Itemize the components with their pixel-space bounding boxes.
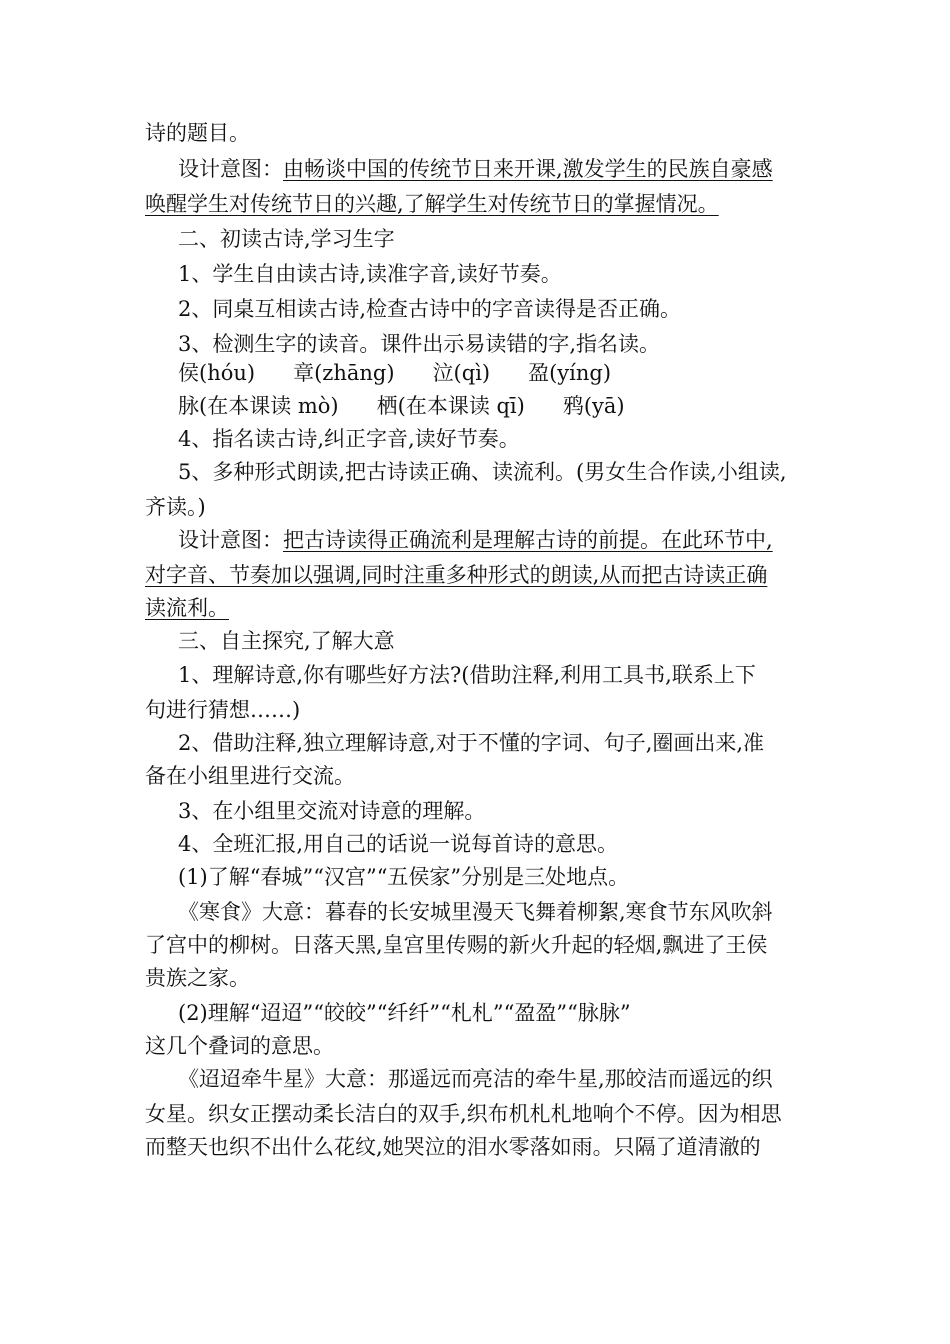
text-line: 4、指名读古诗,纠正字音,读好节奏。 [178, 427, 520, 451]
pinyin-item: 栖(在本课读 qī) [376, 394, 525, 418]
design-intent-text: 由畅谈中国的传统节日来开课,激发学生的民族自豪感 [283, 157, 773, 181]
text-line: 3、检测生字的读音。课件出示易读错的字,指名读。 [178, 332, 661, 356]
text-line: 诗的题目。 [145, 121, 250, 145]
text-line: 2、借助注释,独立理解诗意,对于不懂的字词、句子,圈画出来,准 [178, 731, 765, 755]
text-line: 这几个叠词的意思。 [145, 1034, 334, 1058]
design-intent-text: 唤醒学生对传统节日的兴趣,了解学生对传统节日的掌握情况。 [145, 192, 719, 216]
pinyin-item: 脉(在本课读 mò) [178, 394, 339, 418]
design-intent-paragraph [178, 153, 815, 185]
text-line: 备在小组里进行交流。 [145, 764, 355, 788]
section-heading: 三、自主探究,了解大意 [178, 629, 395, 653]
design-intent-text: 读流利。 [145, 596, 229, 620]
text-line: 5、多种形式朗读,把古诗读正确、读流利。(男女生合作读,小组读, [178, 460, 787, 484]
text-line: 《寒食》大意：暮春的长安城里漫天飞舞着柳絮,寒食节东风吹斜 [178, 900, 773, 924]
text-line: 1、学生自由读古诗,读准字音,读好节奏。 [178, 262, 562, 286]
design-intent-label: 设计意图： [178, 528, 283, 552]
text-line: 3、在小组里交流对诗意的理解。 [178, 799, 486, 823]
pinyin-row [178, 390, 815, 422]
text-line: 《迢迢牵牛星》大意：那遥远而亮洁的牵牛星,那皎洁而遥远的织 [178, 1067, 773, 1091]
pinyin-item: 鸦(yā) [562, 394, 625, 418]
text-line: 句进行猜想……) [145, 698, 301, 722]
pinyin-item: 泣(qì) [432, 361, 491, 385]
text-line: 贵族之家。 [145, 966, 250, 990]
text-line: 2、同桌互相读古诗,检查古诗中的字音读得是否正确。 [178, 297, 682, 321]
text-line: 女星。织女正摆动柔长洁白的双手,织布机札札地响个不停。因为相思 [145, 1102, 782, 1126]
design-intent-text: 把古诗读得正确流利是理解古诗的前提。在此环节中, [283, 528, 773, 552]
text-line: (1)了解“春城”“汉宫”“五侯家”分别是三处地点。 [178, 865, 630, 889]
design-intent-paragraph [178, 524, 815, 556]
text-line: 1、理解诗意,你有哪些好方法?(借助注释,利用工具书,联系上下 [178, 663, 756, 687]
text-line: 了宫中的柳树。日落天黑,皇宫里传赐的新火升起的轻烟,飘进了王侯 [145, 933, 768, 957]
pinyin-item: 盈(yíng) [528, 361, 612, 385]
pinyin-item: 侯(hóu) [178, 361, 256, 385]
text-line: 4、全班汇报,用自己的话说一说每首诗的意思。 [178, 832, 619, 856]
text-line: (2)理解“迢迢”“皎皎”“纤纤”“札札”“盈盈”“脉脉” [178, 1001, 631, 1025]
design-intent-text: 对字音、节奏加以强调,同时注重多种形式的朗读,从而把古诗读正确 [145, 563, 768, 587]
pinyin-item: 章(zhāng) [293, 361, 395, 385]
design-intent-label: 设计意图： [178, 157, 283, 181]
text-line: 齐读。) [145, 495, 206, 519]
pinyin-row [178, 357, 815, 389]
text-line: 而整天也织不出什么花纹,她哭泣的泪水零落如雨。只隔了道清澈的 [145, 1135, 761, 1159]
section-heading: 二、初读古诗,学习生字 [178, 227, 395, 251]
